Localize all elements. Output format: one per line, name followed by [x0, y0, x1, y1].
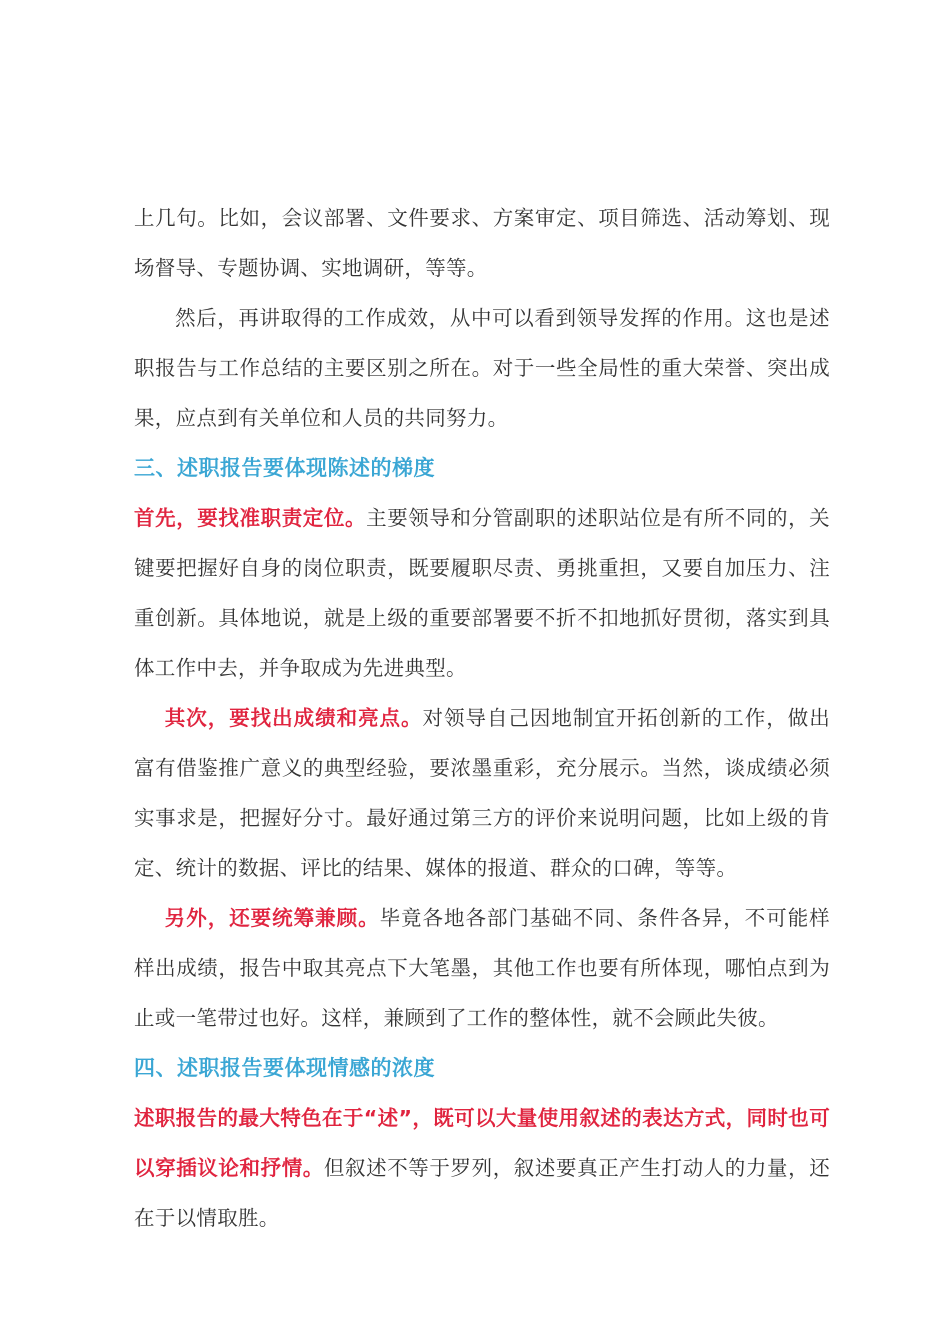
emphasis-text: 述职报告的最大特色在于“述”，既可以大量使用叙述的表达方式，同时也可以穿插议论和抒情。: [134, 1106, 830, 1180]
paragraph-text: 但叙述不等于罗列，叙述要真正产生打动人的力量，还在于以情取胜。: [134, 1156, 830, 1230]
section-heading-3: 三、述职报告要体现陈述的梯度: [134, 456, 435, 480]
section-heading-4: 四、述职报告要体现情感的浓度: [134, 1056, 435, 1080]
emphasis-text: 其次，要找出成绩和亮点。: [164, 706, 423, 730]
paragraph-results: [134, 293, 830, 443]
paragraph-text: 主要领导和分管副职的述职站位是有所不同的，关键要把握好自身的岗位职责，既要履职尽责、勇挑重担，又要自加压力、注重创新。具体地说，就是上级的重要部署要不折不扣地抓好贯彻，落实到具体工作中去，并争取成为先进典型。: [134, 506, 830, 680]
emphasis-text: 另外，还要统筹兼顾。: [164, 906, 380, 930]
paragraph-emotion: [134, 1093, 830, 1243]
paragraph-text: 然后，再讲取得的工作成效，从中可以看到领导发挥的作用。这也是述职报告与工作总结的主要区别之所在。对于一些全局性的重大荣誉、突出成果，应点到有关单位和人员的共同努力。: [134, 306, 830, 430]
document-body: [134, 193, 830, 1243]
emphasis-text: 首先，要找准职责定位。: [134, 506, 367, 530]
paragraph-text: 上几句。比如，会议部署、文件要求、方案审定、项目筛选、活动筹划、现场督导、专题协调、实地调研，等等。: [134, 206, 830, 280]
paragraph-third: [134, 893, 830, 1043]
paragraph-text: 对领导自己因地制宜开拓创新的工作，做出富有借鉴推广意义的典型经验，要浓墨重彩，充分展示。当然，谈成绩必须实事求是，把握好分寸。最好通过第三方的评价来说明问题，比如上级的肯定、统计的数据、评比的结果、媒体的报道、群众的口碑，等等。: [134, 706, 830, 880]
paragraph-continuation: [134, 193, 830, 293]
paragraph-text: 毕竟各地各部门基础不同、条件各异，不可能样样出成绩，报告中取其亮点下大笔墨，其他工作也要有所体现，哪怕点到为止或一笔带过也好。这样，兼顾到了工作的整体性，就不会顾此失彼。: [134, 906, 830, 1030]
paragraph-second: [134, 693, 830, 893]
paragraph-first: [134, 493, 830, 693]
